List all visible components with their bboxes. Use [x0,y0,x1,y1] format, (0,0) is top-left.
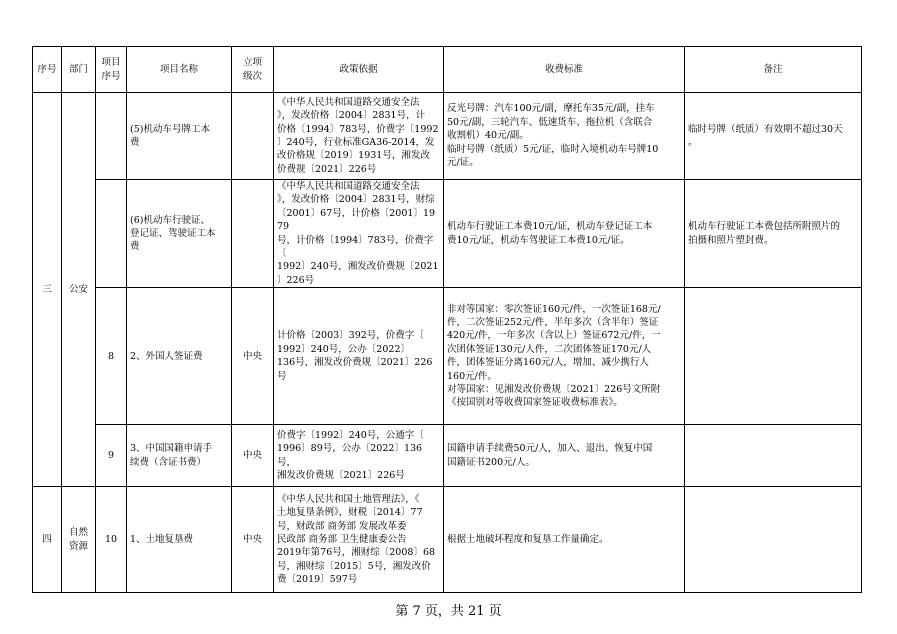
basis-cell: 价费字〔1992〕240号，公通字〔 1996〕89号，公办〔2022〕136号， 湘发改价费规〔2021〕226号 [274,425,444,487]
table-row [33,93,862,180]
item-no-cell: 10 [96,487,127,593]
remark-cell: 临时号牌（纸质）有效期不超过30天 。 [685,93,862,180]
basis-cell: 计价格〔2003〕392号，价费字〔 1992〕240号，公办〔2022〕 136号，湘发改价费规〔2021〕226 号 [274,288,444,425]
item-no-cell: 9 [96,425,127,487]
basis-cell: 《中华人民共和国土地管理法》，《 土地复垦条例》，财税〔2014〕77 号，财政部 商务部 发展改革委 民政部 商务部 卫生健康委公告 2019年第76号，湘财综〔2008〕68 号，湘财综〔2015〕5号，湘发改价 费〔2019〕597号 [274,487,444,593]
level-cell: 中央 [232,288,274,425]
group-dept-gongan: 公安 [62,93,96,487]
item-name-cell: (6)机动车行驶证、 登记证、驾驶证工本 费 [127,180,232,288]
table-row [33,425,862,487]
standard-cell: 机动车行驶证工本费10元/证，机动车登记证工本 费10元/证，机动车驾驶证工本费10元/证。 [444,180,685,288]
group-seq-san: 三 [33,93,62,487]
item-name-cell: (5)机动车号牌工本 费 [127,93,232,180]
basis-cell: 《中华人民共和国道路交通安全法 》，发改价格〔2004〕2831号，计 价格〔1994〕783号，价费字〔1992 〕240号，行业标准GA36-2014，发 改价格规〔2019〕1931号，湘发改 价费规〔2021〕226号 [274,93,444,180]
level-cell: 中央 [232,487,274,593]
header-remark: 备注 [685,47,862,93]
item-name-cell: 3、中国国籍申请手 续费（含证书费） [127,425,232,487]
standard-cell: 国籍申请手续费50元/人，加入、退出、恢复中国 国籍证书200元/人。 [444,425,685,487]
level-cell: 中央 [232,425,274,487]
standard-cell: 根据土地破坏程度和复垦工作量确定。 [444,487,685,593]
remark-cell [685,487,862,593]
header-level: 立项 级次 [232,47,274,93]
header-basis: 政策依据 [274,47,444,93]
table-row [33,487,862,593]
item-name-cell: 1、土地复垦费 [127,487,232,593]
table-row [33,180,862,288]
header-seq: 序号 [33,47,62,93]
group-dept-ziran: 自然 资源 [62,487,96,593]
level-cell [232,93,274,180]
header-item-no: 项目 序号 [96,47,127,93]
item-no-cell: 8 [96,288,127,425]
item-no-cell [96,180,127,288]
table-row [33,288,862,425]
header-row [33,47,862,93]
basis-cell: 《中华人民共和国道路交通安全法 》，发改价格〔2004〕2831号，财综 〔2001〕67号，计价格〔2001〕1979 号，计价格〔1994〕783号，价费字〔 1992〕240号，湘发改价费规〔2021 〕226号 [274,180,444,288]
standard-cell: 非对等国家：零次签证160元/件，一次签证168元/ 件，二次签证252元/件，半年多次（含半年）签证 420元/件，一年多次（含以上）签证672元/件，一 次团体签证130元/人件，二次团体签证170元/人 件，团体签证分离160元/人，增加、减少携行人 160元/件。 对等国家：见湘发改价费规〔2021〕226号文所附 《按国别对等收费国家签证收费标准表》。 [444,288,685,425]
remark-cell: 机动车行驶证工本费包括所附照片的 拍摄和照片塑封费。 [685,180,862,288]
remark-cell [685,288,862,425]
header-standard: 收费标准 [444,47,685,93]
group-seq-si: 四 [33,487,62,593]
level-cell [232,180,274,288]
page-number: 第 7 页，共 21 页 [395,604,502,619]
remark-cell [685,425,862,487]
standard-cell: 反光号牌：汽车100元/副，摩托车35元/副，挂车 50元/副，三轮汽车、低速货车、拖拉机（含联合 收割机）40元/副。 临时号牌（纸质）5元/证，临时入境机动车号牌10 元/证。 [444,93,685,180]
item-no-cell [96,93,127,180]
fee-table [32,46,862,593]
header-dept: 部门 [62,47,96,93]
item-name-cell: 2、外国人签证费 [127,288,232,425]
header-item-name: 项目名称 [127,47,232,93]
